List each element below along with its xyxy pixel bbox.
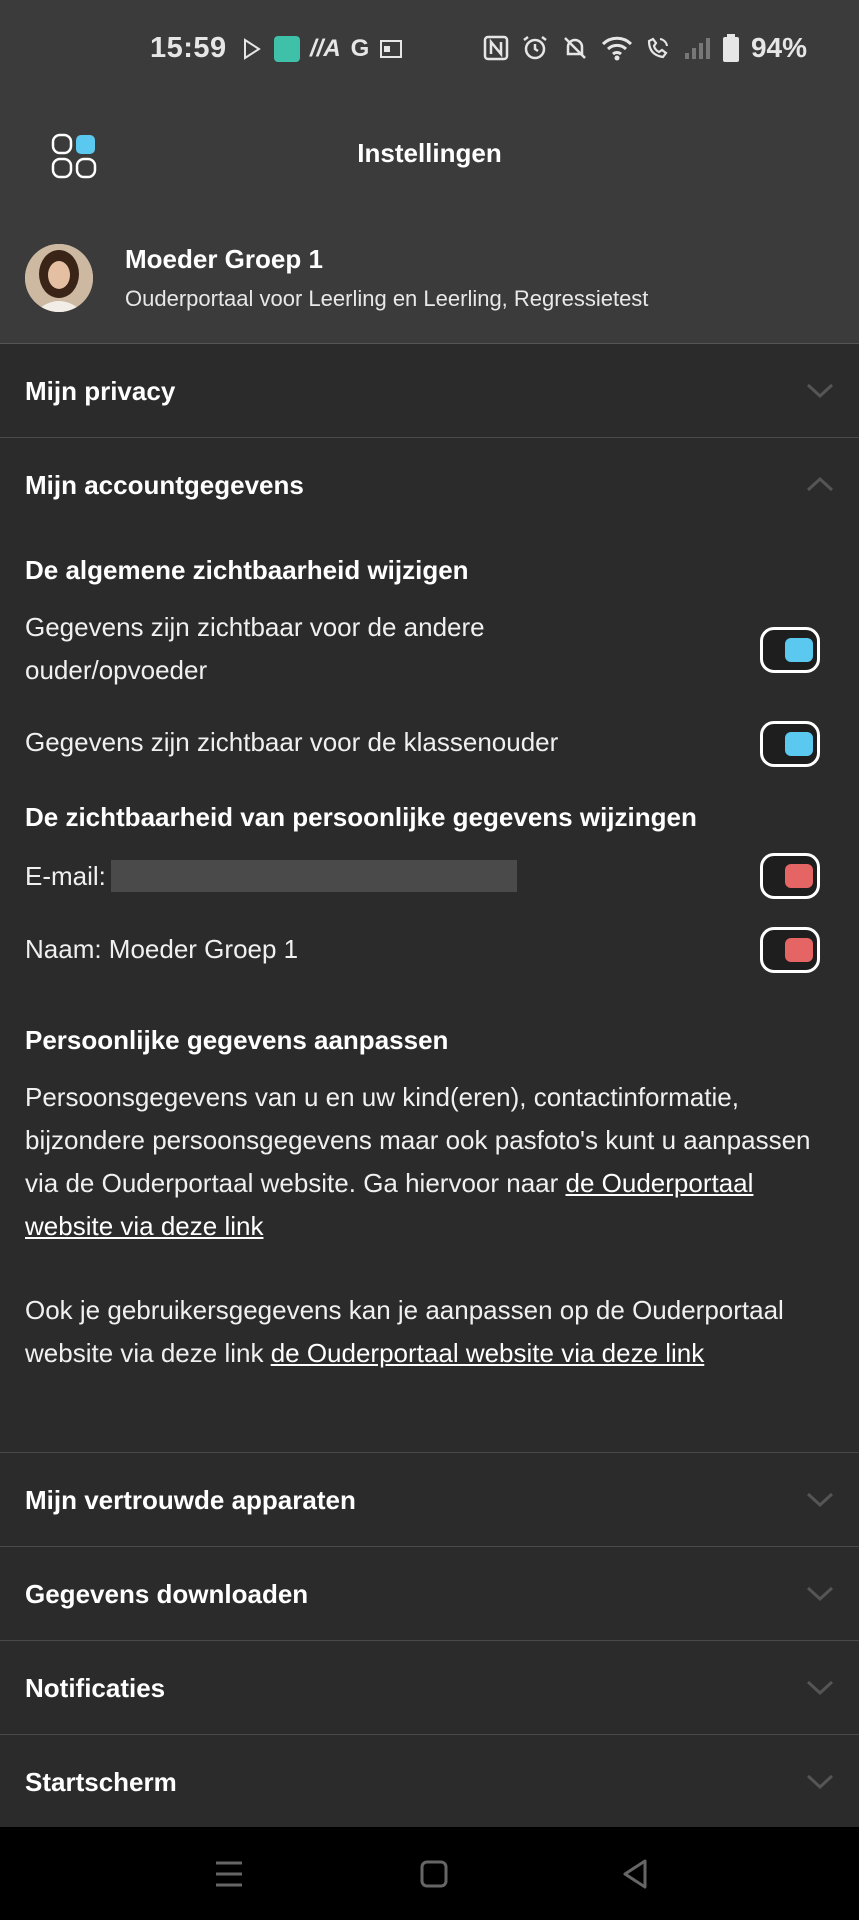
toggle-knob bbox=[785, 638, 813, 662]
signal-icon bbox=[683, 35, 711, 61]
status-right-icons bbox=[483, 32, 807, 64]
home-icon[interactable] bbox=[409, 1849, 459, 1899]
profile-name: Moeder Groep 1 bbox=[125, 244, 323, 274]
section-download-label: Gegevens downloaden bbox=[25, 1579, 309, 1609]
visible-parent-label: Gegevens zijn zichtbaar voor de andere ouder/opvoeder bbox=[25, 612, 485, 685]
toggle-knob bbox=[785, 938, 813, 962]
visible-class-parent-label: Gegevens zijn zichtbaar voor de klassenouder bbox=[25, 727, 559, 757]
ouderportaal-link-1[interactable]: de Ouderportaal website via deze link bbox=[25, 1168, 754, 1241]
chevron-down-icon bbox=[805, 1485, 835, 1515]
app-icon bbox=[274, 36, 300, 62]
visible-class-parent-toggle[interactable] bbox=[760, 721, 820, 767]
email-visibility-toggle[interactable] bbox=[760, 853, 820, 899]
alarm-icon bbox=[521, 34, 549, 62]
chevron-down-icon bbox=[805, 1767, 835, 1797]
status-left-icons bbox=[240, 34, 403, 64]
name-label: Naam: Moeder Groep 1 bbox=[25, 934, 299, 964]
wifi-icon bbox=[601, 35, 633, 61]
chevron-down-icon bbox=[805, 1673, 835, 1703]
chevron-down-icon bbox=[805, 376, 835, 406]
status-time: 15:59 bbox=[150, 32, 227, 64]
status-bar bbox=[0, 0, 859, 98]
email-value-redacted bbox=[111, 860, 517, 892]
section-notifications[interactable] bbox=[0, 1641, 859, 1735]
section-download[interactable] bbox=[0, 1547, 859, 1641]
section-home[interactable] bbox=[0, 1735, 859, 1827]
edit-personal-heading: Persoonlijke gegevens aanpassen bbox=[25, 1025, 449, 1055]
chevron-down-icon bbox=[805, 1579, 835, 1609]
nfc-icon bbox=[483, 35, 509, 61]
toggle-knob bbox=[785, 732, 813, 756]
mute-icon bbox=[561, 34, 589, 62]
battery-percentage: 94% bbox=[750, 32, 807, 63]
edit-personal-paragraph: Persoonsgegevens van u en uw kind(eren), contactinformatie, bijzondere persoonsgegevens maar ook pasfoto's kunt u aanpassen via de Ouderportaal website. Ga hiervoor naar de Ouderportaal website via deze link bbox=[25, 1082, 811, 1241]
name-visibility-toggle[interactable] bbox=[760, 927, 820, 973]
section-devices-label: Mijn vertrouwde apparaten bbox=[25, 1485, 356, 1515]
profile-header bbox=[0, 214, 859, 344]
page-title: Instellingen bbox=[357, 138, 502, 168]
personal-visibility-heading: De zichtbaarheid van persoonlijke gegevens wijzingen bbox=[25, 802, 697, 832]
google-icon: G bbox=[350, 35, 370, 62]
email-label: E-mail: bbox=[25, 861, 106, 891]
section-home-label: Startscherm bbox=[25, 1767, 177, 1797]
chevron-up-icon bbox=[805, 470, 835, 500]
user-data-paragraph: Ook je gebruikersgegevens kan je aanpassen op de Ouderportaal website via deze link de Ouderportaal website via deze link bbox=[25, 1295, 784, 1368]
profile-subtitle: Ouderportaal voor Leerling en Leerling, Regressietest bbox=[125, 286, 649, 311]
avatar bbox=[25, 244, 93, 312]
play-store-icon bbox=[240, 37, 264, 61]
ouderportaal-link-2[interactable]: de Ouderportaal website via deze link bbox=[270, 1338, 705, 1368]
visible-parent-toggle[interactable] bbox=[760, 627, 820, 673]
section-account[interactable] bbox=[0, 438, 859, 532]
news-icon bbox=[379, 38, 403, 60]
section-devices[interactable] bbox=[0, 1453, 859, 1547]
wifi-call-icon bbox=[645, 35, 671, 61]
battery-icon bbox=[723, 34, 739, 62]
section-notifications-label: Notificaties bbox=[25, 1673, 166, 1703]
app-bar bbox=[0, 98, 859, 214]
back-icon[interactable] bbox=[611, 1849, 661, 1899]
sim-icon: //A bbox=[310, 35, 341, 62]
toggle-knob bbox=[785, 864, 813, 888]
section-account-label: Mijn accountgegevens bbox=[25, 470, 304, 500]
section-privacy-label: Mijn privacy bbox=[25, 376, 176, 406]
general-visibility-heading: De algemene zichtbaarheid wijzigen bbox=[25, 555, 469, 585]
recent-apps-icon[interactable] bbox=[204, 1849, 254, 1899]
system-navigation-bar bbox=[0, 1827, 859, 1920]
section-privacy[interactable] bbox=[0, 344, 859, 438]
